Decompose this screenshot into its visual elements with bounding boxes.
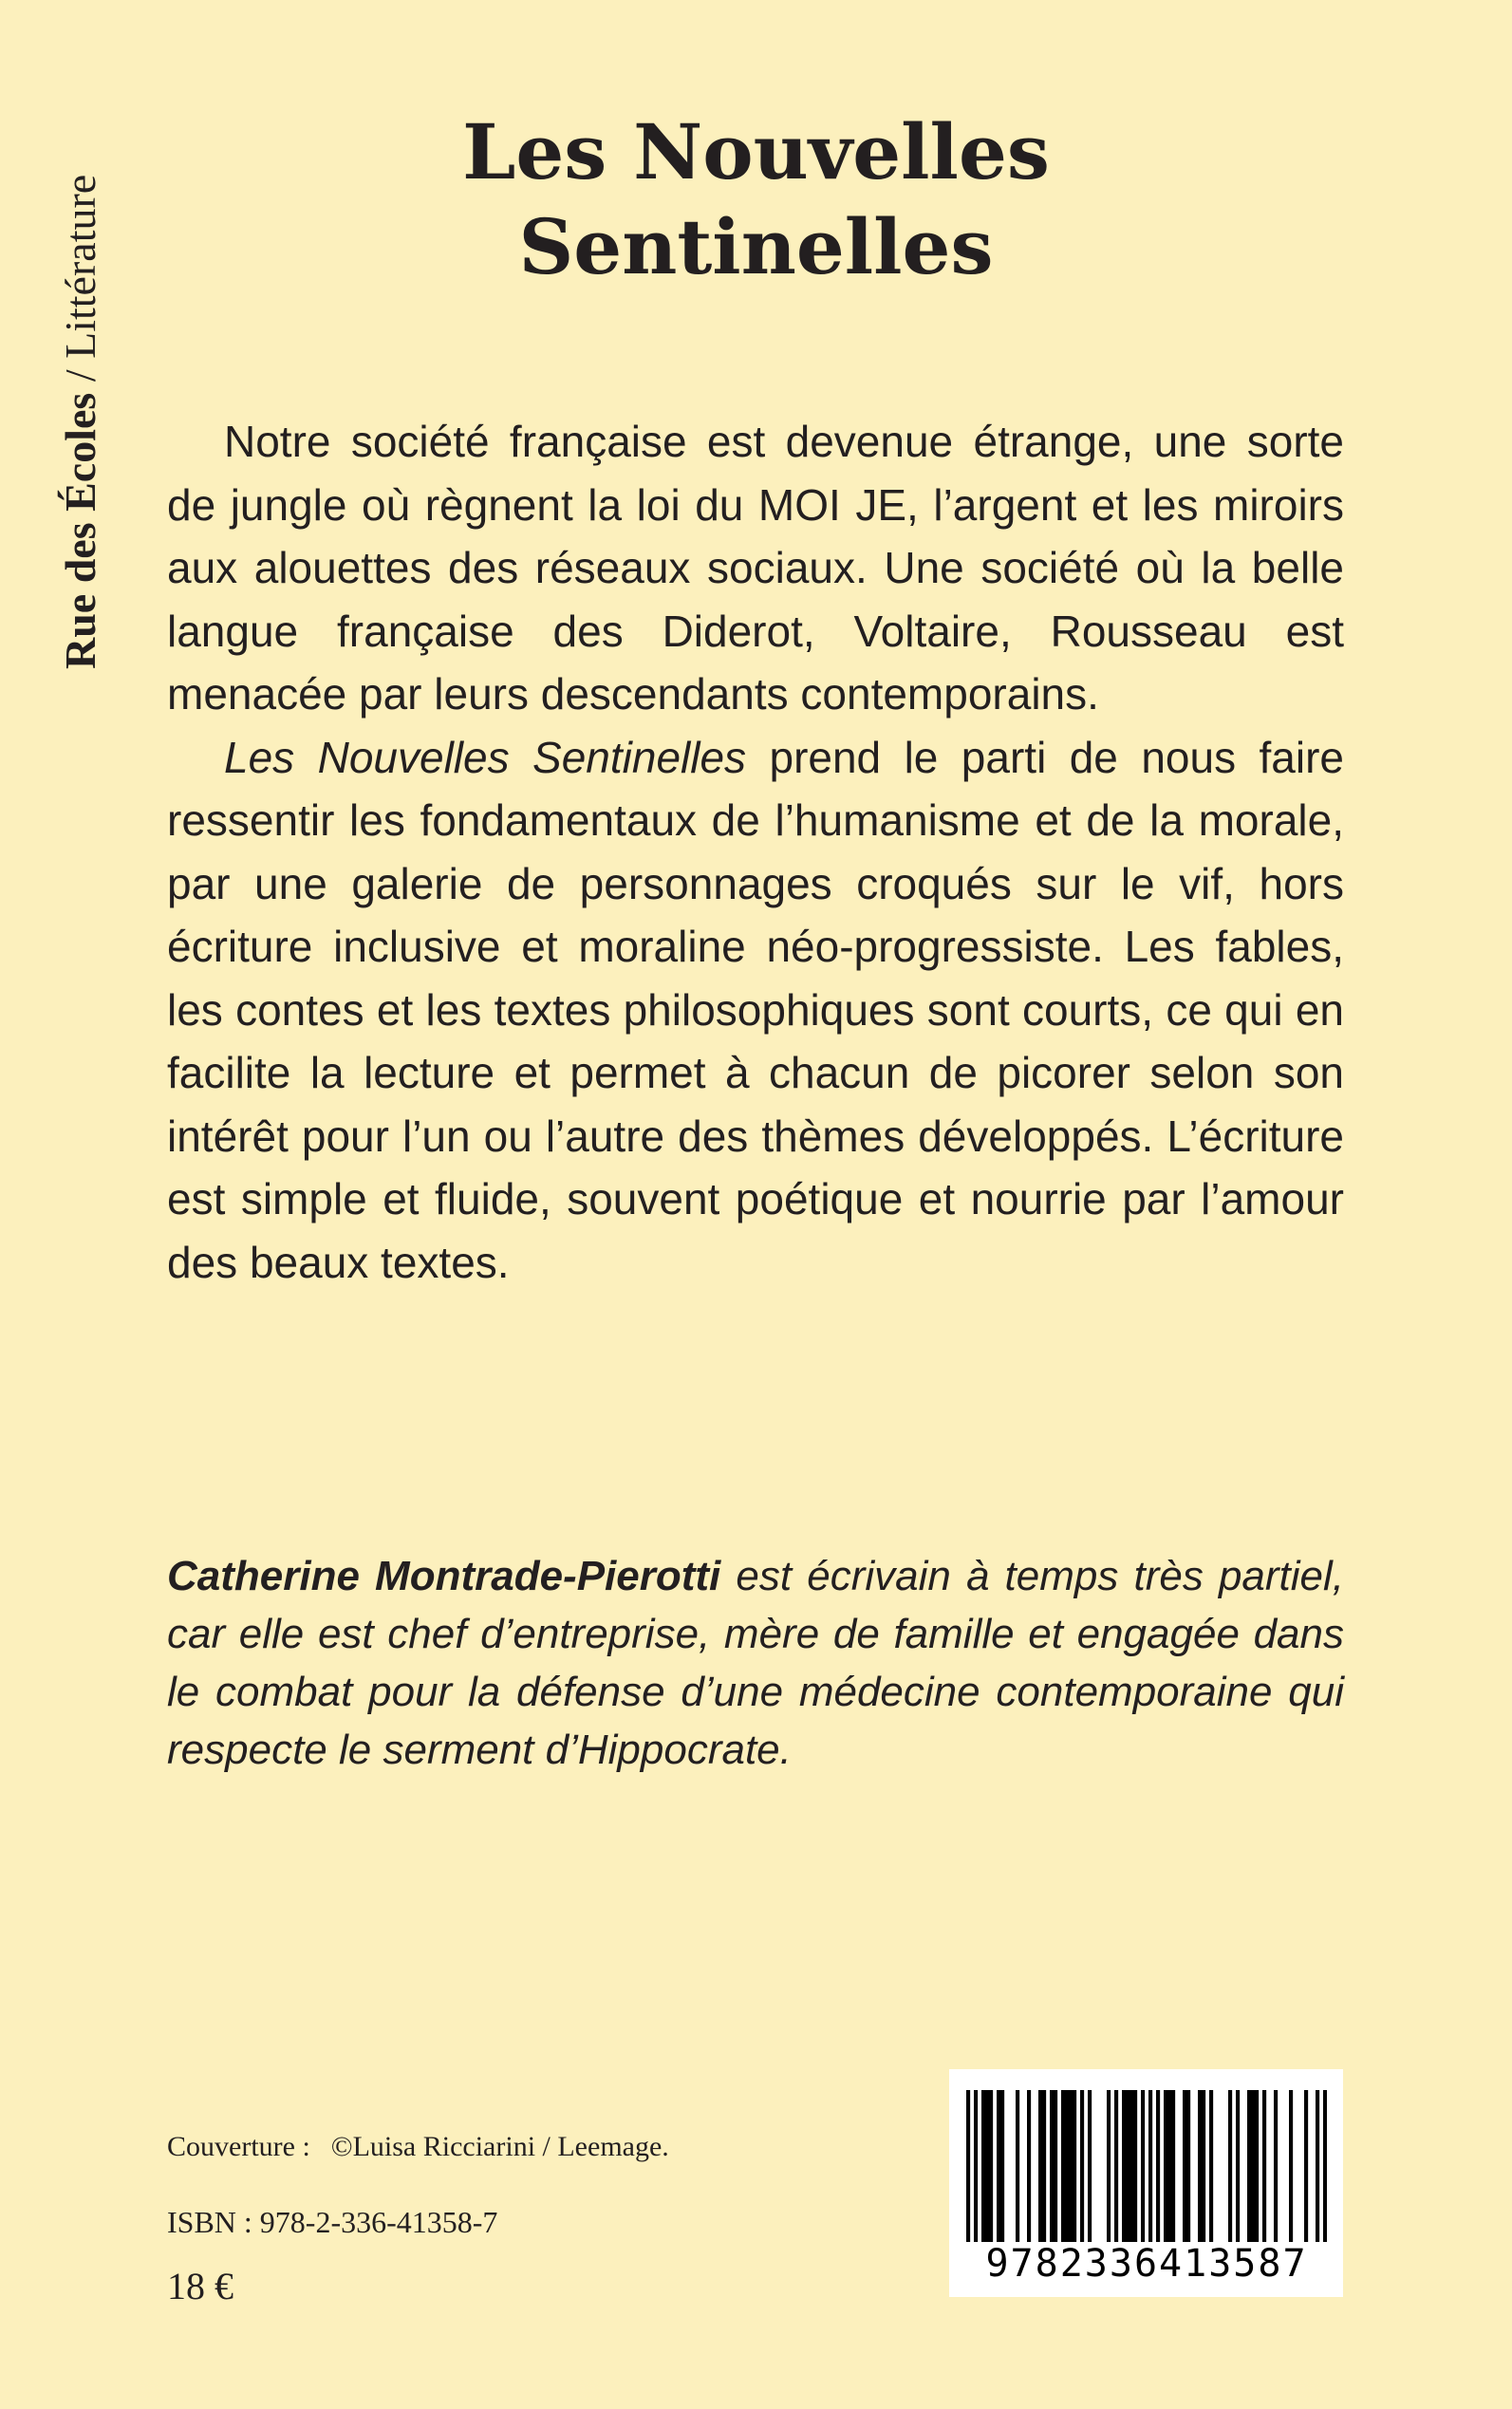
blurb-paragraph-2-text: prend le parti de nous faire ressentir les fondamentaux de l’humanisme et de la morale, par une galerie de personnages croqués sur le vif, hors écriture inclusive et moraline néo-progressiste. Les fables, les contes et les textes philosophiques sont courts, ce qui en facilite la lecture et permet à chacun de picorer selon son intérêt pour l’un ou l’autre des thèmes développés. L’écriture est simple et fluide, souvent poétique et nourrie par l’amour des beaux textes. xyxy=(167,732,1344,1287)
barcode-bar xyxy=(1141,2090,1145,2242)
barcode-bar xyxy=(1069,2090,1073,2242)
barcode-bar xyxy=(1167,2090,1171,2242)
barcode-bar xyxy=(1198,2090,1202,2242)
barcode-bar xyxy=(1042,2090,1046,2242)
book-title-line1: Les Nouvelles xyxy=(462,107,1050,196)
barcode-bar xyxy=(1107,2090,1111,2242)
barcode-bar xyxy=(1156,2090,1160,2242)
cover-credit-label: Couverture : xyxy=(167,2131,310,2162)
barcode-bar xyxy=(1038,2090,1042,2242)
barcode-bar xyxy=(997,2090,1000,2242)
barcode-bar xyxy=(1274,2090,1278,2242)
barcode-bar xyxy=(1126,2090,1129,2242)
blurb-paragraph-1: Notre société française est devenue étrange, une sorte de jungle où règnent la loi du MOI JE, l’argent et les miroirs aux alouettes des réseaux sociaux. Une société où la belle langue française des Diderot, Voltaire, Rousseau est menacée par leurs descendants contemporains. xyxy=(167,417,1344,719)
author-name: Catherine Montrade-Pierotti xyxy=(167,1553,721,1599)
barcode-bar xyxy=(1251,2090,1255,2242)
barcode-bar xyxy=(1061,2090,1065,2242)
barcode-bar xyxy=(1080,2090,1084,2242)
barcode-bar xyxy=(1054,2090,1057,2242)
barcode-bar xyxy=(1236,2090,1240,2242)
barcode-digits: 9782336413587 xyxy=(985,2242,1308,2286)
blurb-book-title: Les Nouvelles Sentinelles xyxy=(224,732,747,782)
barcode-bars xyxy=(966,2090,1327,2242)
barcode-bar xyxy=(1304,2090,1308,2242)
barcode-bar xyxy=(1133,2090,1137,2242)
blurb-paragraph-2 xyxy=(167,726,1344,1295)
barcode-bar xyxy=(1050,2090,1054,2242)
blurb xyxy=(167,410,1344,1294)
book-title-line2: Sentinelles xyxy=(518,202,994,291)
barcode-bar xyxy=(1209,2090,1213,2242)
barcode-bar xyxy=(1122,2090,1126,2242)
cover-credit-value: ©Luisa Ricciarini / Leemage. xyxy=(330,2131,669,2162)
cover-credit xyxy=(167,2128,669,2166)
barcode-bar xyxy=(1171,2090,1175,2242)
barcode-bar xyxy=(1016,2090,1019,2242)
barcode-bar xyxy=(1247,2090,1251,2242)
barcode-bar xyxy=(1316,2090,1319,2242)
barcode-bar xyxy=(1129,2090,1133,2242)
barcode-bar xyxy=(1289,2090,1293,2242)
price: 18 € xyxy=(167,2265,233,2307)
barcode-bar xyxy=(1202,2090,1205,2242)
book-title xyxy=(0,104,1512,294)
isbn: ISBN : 978-2-336-41358-7 xyxy=(167,2205,498,2239)
barcode-bar xyxy=(966,2090,970,2242)
barcode-bar xyxy=(1228,2090,1232,2242)
barcode-bar xyxy=(1262,2090,1266,2242)
barcode-bar xyxy=(1183,2090,1186,2242)
barcode xyxy=(949,2069,1343,2297)
barcode-bar xyxy=(1323,2090,1327,2242)
author-bio xyxy=(167,1547,1344,1779)
barcode-bar xyxy=(1088,2090,1092,2242)
barcode-bar xyxy=(1164,2090,1167,2242)
barcode-bar xyxy=(1027,2090,1031,2242)
barcode-bar xyxy=(989,2090,993,2242)
barcode-bar xyxy=(985,2090,989,2242)
author-bio-text: est écrivain à temps très partiel, car elle est chef d’entreprise, mère de famille et engagée dans le combat pour la défense d’une médecine contemporaine qui respecte le serment d’Hippocrate. xyxy=(167,1553,1345,1773)
barcode-bar xyxy=(1255,2090,1259,2242)
barcode-bar xyxy=(1065,2090,1069,2242)
barcode-bar xyxy=(1073,2090,1076,2242)
barcode-bar xyxy=(1000,2090,1004,2242)
barcode-bar xyxy=(1148,2090,1152,2242)
collection-category: Littérature xyxy=(56,174,104,359)
barcode-bar xyxy=(981,2090,985,2242)
barcode-bar xyxy=(1114,2090,1118,2242)
barcode-bar xyxy=(1186,2090,1190,2242)
spine-separator: / xyxy=(56,358,104,393)
barcode-bar xyxy=(974,2090,978,2242)
collection-name: Rue des Écoles xyxy=(56,392,104,669)
